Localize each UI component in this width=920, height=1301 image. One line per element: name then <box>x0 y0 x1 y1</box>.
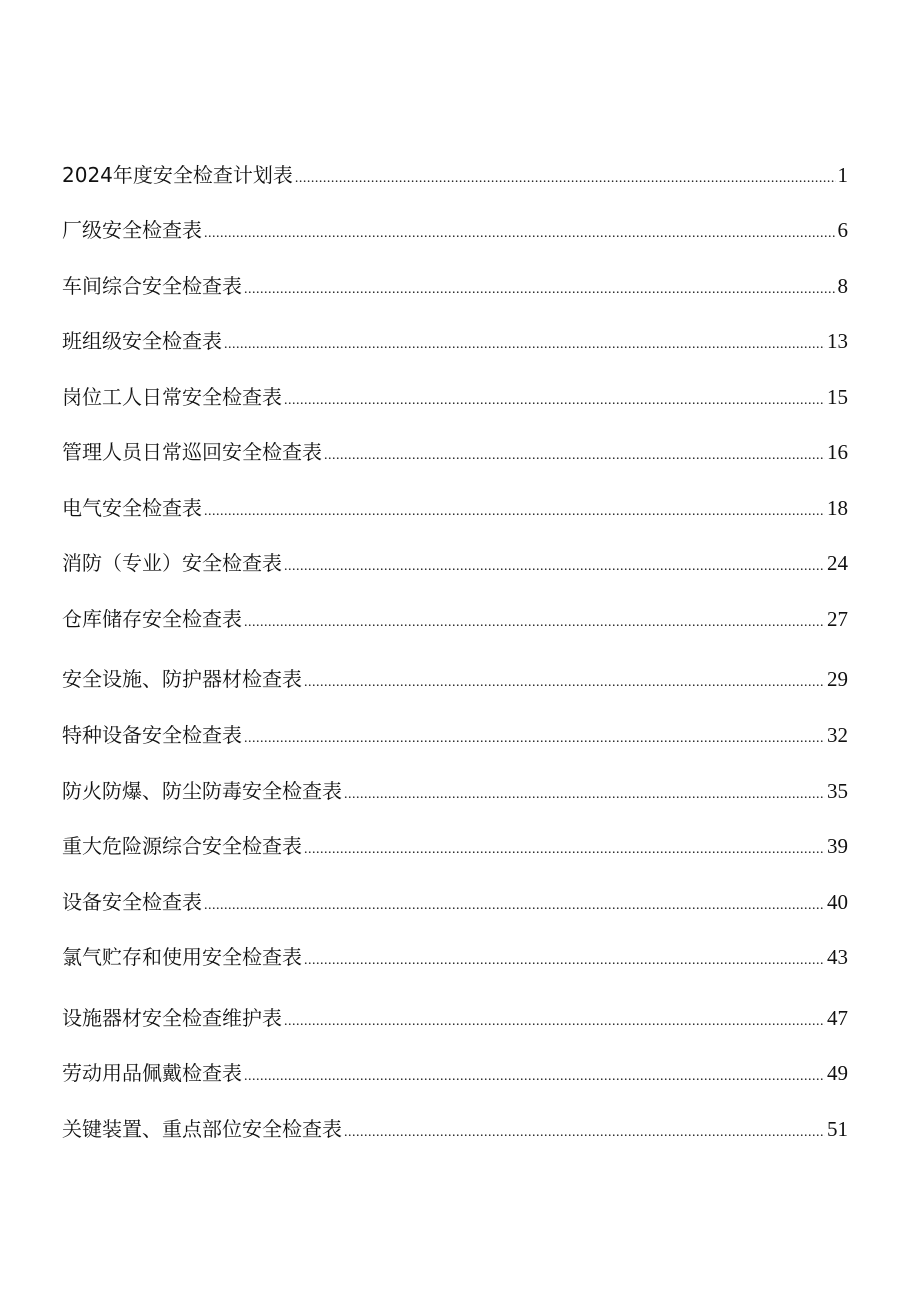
toc-dot-leader <box>204 497 825 527</box>
toc-entry-title: 关键装置、重点部位安全检查表 <box>62 1117 342 1141</box>
toc-dot-leader <box>244 724 825 754</box>
toc-entry[interactable] <box>62 1058 848 1088</box>
toc-dot-leader <box>224 330 825 360</box>
toc-entry-page: 1 <box>837 163 848 187</box>
toc-entry-title: 厂级安全检查表 <box>62 218 202 242</box>
toc-dot-leader <box>304 946 825 976</box>
toc-dot-leader <box>244 1062 825 1092</box>
toc-dot-leader <box>284 552 825 582</box>
toc-entry-title: 管理人员日常巡回安全检查表 <box>62 440 322 464</box>
toc-entry-title: 设施器材安全检查维护表 <box>62 1006 282 1030</box>
toc-entry-title: 班组级安全检查表 <box>62 329 222 353</box>
toc-entry[interactable] <box>62 548 848 578</box>
toc-entry-title: 消防（专业）安全检查表 <box>62 551 282 575</box>
toc-entry-page: 40 <box>827 890 848 914</box>
toc-entry-page: 43 <box>827 945 848 969</box>
toc-entry[interactable] <box>62 604 848 634</box>
toc-entry-page: 27 <box>827 607 848 631</box>
toc-entry-page: 15 <box>827 385 848 409</box>
toc-entry-page: 29 <box>827 667 848 691</box>
toc-entry[interactable] <box>62 776 848 806</box>
toc-entry-title: 设备安全检查表 <box>62 890 202 914</box>
toc-dot-leader <box>344 1118 825 1148</box>
toc-entry[interactable] <box>62 887 848 917</box>
toc-entry-title: 劳动用品佩戴检查表 <box>62 1061 242 1085</box>
toc-entry-page: 6 <box>837 218 848 242</box>
toc-entry-page: 35 <box>827 779 848 803</box>
toc-entry[interactable] <box>62 271 848 301</box>
toc-entry[interactable] <box>62 215 848 245</box>
toc-entry[interactable] <box>62 720 848 750</box>
toc-dot-leader <box>204 891 825 921</box>
toc-entry[interactable] <box>62 1003 848 1033</box>
toc-entry-title: 防火防爆、防尘防毒安全检查表 <box>62 779 342 803</box>
toc-entry-page: 18 <box>827 496 848 520</box>
toc-dot-leader <box>204 219 836 249</box>
toc-entry-page: 32 <box>827 723 848 747</box>
toc-entry[interactable] <box>62 664 848 694</box>
toc-entry[interactable] <box>62 831 848 861</box>
toc-dot-leader <box>244 275 836 305</box>
toc-entry[interactable] <box>62 382 848 412</box>
toc-entry-page: 51 <box>827 1117 848 1141</box>
toc-entry[interactable] <box>62 942 848 972</box>
toc-entry[interactable] <box>62 160 848 190</box>
toc-entry-title: 重大危险源综合安全检查表 <box>62 834 302 858</box>
toc-entry-title: 仓库储存安全检查表 <box>62 607 242 631</box>
toc-entry-title: 车间综合安全检查表 <box>62 274 242 298</box>
toc-entry-page: 47 <box>827 1006 848 1030</box>
toc-entry-page: 8 <box>837 274 848 298</box>
toc-entry[interactable] <box>62 493 848 523</box>
toc-entry[interactable] <box>62 326 848 356</box>
toc-entry-title: 氯气贮存和使用安全检查表 <box>62 945 302 969</box>
toc-entry-page: 13 <box>827 329 848 353</box>
toc-dot-leader <box>284 386 825 416</box>
toc-entry-title: 电气安全检查表 <box>62 496 202 520</box>
toc-dot-leader <box>304 835 825 865</box>
toc-dot-leader <box>244 608 825 638</box>
toc-dot-leader <box>324 441 825 471</box>
toc-entry-title: 2024年度安全检查计划表 <box>62 163 293 187</box>
toc-entry-page: 49 <box>827 1061 848 1085</box>
toc-entry-title: 岗位工人日常安全检查表 <box>62 385 282 409</box>
toc-entry[interactable] <box>62 1114 848 1144</box>
toc-entry-page: 39 <box>827 834 848 858</box>
toc-entry-title: 特种设备安全检查表 <box>62 723 242 747</box>
toc-entry-title: 安全设施、防护器材检查表 <box>62 667 302 691</box>
toc-dot-leader <box>304 668 825 698</box>
toc-dot-leader <box>295 164 836 194</box>
toc-entry-page: 24 <box>827 551 848 575</box>
toc-entry[interactable] <box>62 437 848 467</box>
toc-dot-leader <box>344 780 825 810</box>
toc-entry-page: 16 <box>827 440 848 464</box>
toc-dot-leader <box>284 1007 825 1037</box>
table-of-contents <box>62 0 848 1301</box>
